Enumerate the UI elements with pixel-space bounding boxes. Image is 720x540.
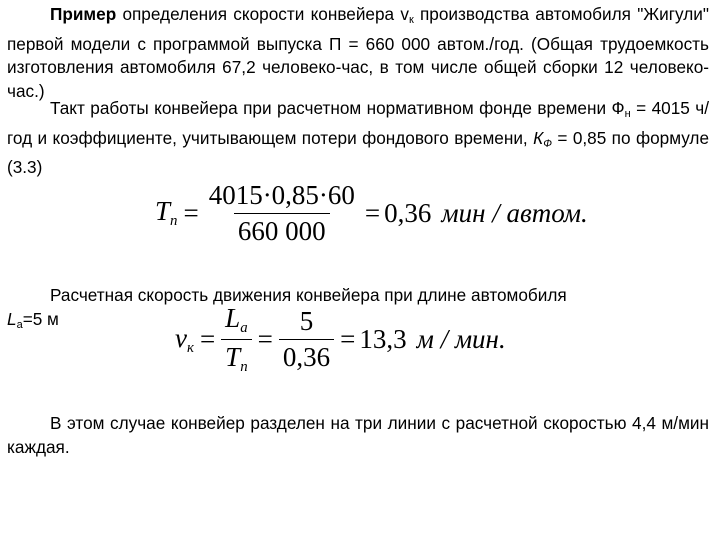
f2-den-subscript: п [240, 359, 248, 376]
f1-fraction [205, 180, 359, 247]
f1-lhs [155, 196, 177, 230]
f1-equals-1: = [183, 198, 199, 228]
p2-text-b: = 4015 ч/год и коэффициенте, учитывающем потери фондового времени, [7, 98, 709, 148]
p1-text-b: производства автомобиля "Жигули" первой модели с программой выпуска П = 660 000 автом./год. (Общая трудоемкость изготовления автомобиля 67,2 человеко-час, в том числе общей сборки 12 человеко-час.) [7, 4, 709, 101]
f1-lhs-symbol: T [155, 196, 171, 227]
p2-subscript-f: Ф [543, 137, 552, 150]
f2-equals-3: = [340, 324, 356, 355]
p2-coefficient-k: К [533, 127, 544, 148]
p3-length-l: L [7, 308, 17, 329]
p1-subscript-k: к [408, 14, 414, 26]
f2-fraction-symbolic [221, 303, 251, 376]
f1-lhs-subscript: п [170, 213, 178, 230]
f1-numerator: 4015·0,85·60 [208, 180, 355, 210]
p3-subscript-a: а [16, 318, 23, 331]
p2-text-c: = 0,85 по формуле (3.3) [7, 127, 710, 178]
p2-text-a: Такт работы конвейера при расчетном нормативном фонде времени Ф [50, 98, 625, 118]
f2-num-symbol: L [225, 303, 241, 333]
f2-lhs-symbol: v [175, 322, 187, 353]
f1-unit: мин / автом. [441, 198, 588, 228]
p3-text-a: Расчетная скорость движения конвейера при длине автомобиля [50, 285, 567, 305]
f2-fraction-numeric [279, 306, 334, 373]
f2-num-subscript: a [240, 320, 248, 337]
f2-denominator-symbolic [221, 339, 251, 376]
p1-text-a: определения скорости конвейера v [116, 4, 409, 24]
f2-den-symbol: T [225, 342, 241, 373]
f2-numerator-symbolic [221, 303, 251, 339]
f2-equals-2: = [257, 324, 273, 355]
example-label: Пример [50, 4, 117, 24]
f1-equals-2: = [364, 198, 381, 228]
f2-denominator-numeric: 0,36 [279, 339, 334, 373]
f2-equals-1: = [199, 324, 216, 355]
f2-numerator-numeric: 5 [299, 306, 314, 337]
p2-subscript-n: н [624, 108, 631, 120]
f2-lhs-subscript: к [186, 339, 194, 356]
paragraph-example [7, 3, 709, 103]
f2-unit: м / мин. [416, 324, 506, 355]
paragraph-conclusion [7, 412, 709, 459]
f2-lhs [175, 323, 194, 357]
p4-text: В этом случае конвейер разделен на три линии с расчетной скоростью 4,4 м/мин каждая. [7, 413, 709, 457]
f1-result: 0,36 [384, 198, 432, 228]
formula-speed [175, 303, 506, 376]
f2-result: 13,3 [359, 324, 407, 355]
paragraph-takt [7, 97, 709, 180]
f1-denominator: 660 000 [234, 213, 330, 247]
formula-takt [155, 180, 588, 247]
p3-text-b: =5 м [22, 308, 59, 329]
